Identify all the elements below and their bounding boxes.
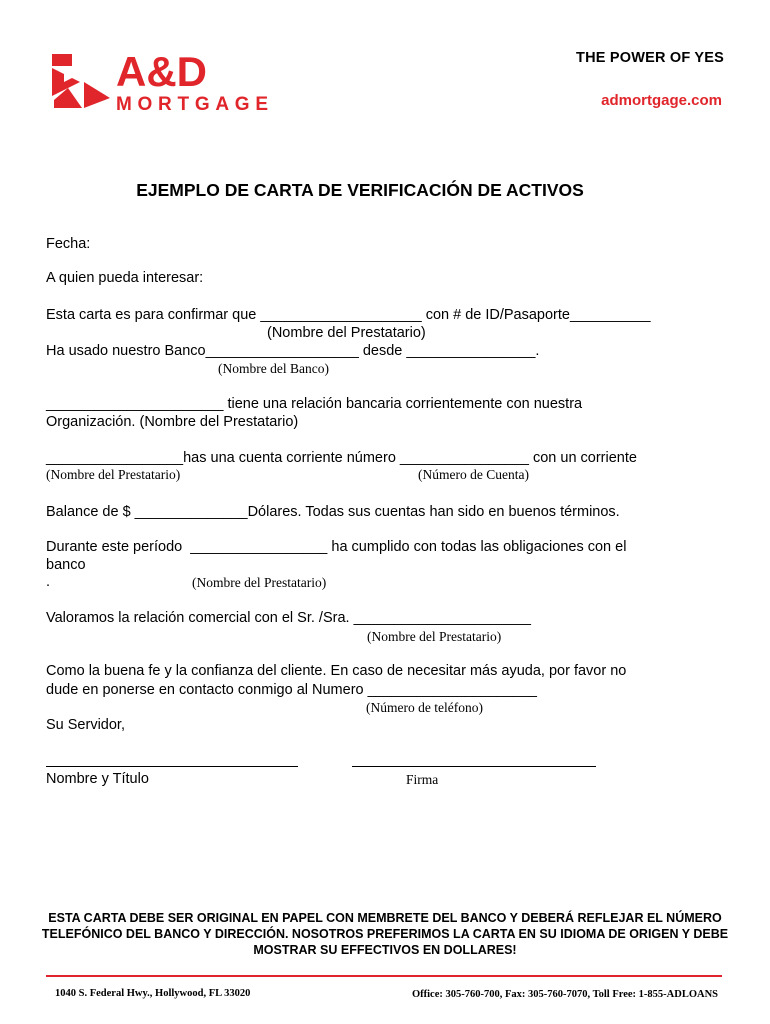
- hint-borrower-name-4: (Nombre del Prestatario): [367, 629, 502, 644]
- hint-borrower-name: (Nombre del Prestatario): [267, 325, 426, 341]
- paragraph-account-line: _________________has una cuenta corriente número ________________ con un corriente: [46, 450, 637, 466]
- signature-line: [352, 766, 596, 767]
- paragraph-relationship-line2: Organización. (Nombre del Prestatario): [46, 414, 299, 430]
- hint-phone-number: (Número de teléfono): [366, 700, 483, 715]
- footer-contact: Office: 305-760-700, Fax: 305-760-7070, Toll Free: 1-855-ADLOANS: [411, 989, 718, 1000]
- paragraph-balance-line: Balance de $ ______________Dólares. Todas sus cuentas han sido en buenos términos.: [46, 504, 620, 520]
- paragraph-contact-line2: dude en ponerse en contacto conmigo al Numero _____________________: [46, 682, 537, 698]
- paragraph-relationship-line1: ______________________ tiene una relación bancaria corrientemente con nuestra: [46, 396, 583, 412]
- name-title-signature-line: [46, 766, 298, 767]
- tagline: THE POWER OF YES: [576, 50, 724, 66]
- svg-text:MORTGAGE: MORTGAGE: [116, 94, 268, 114]
- signature-label: Firma: [406, 772, 439, 787]
- paragraph-obligations-line1: Durante este período _________________ ha cumplido con todas las obligaciones con el: [46, 539, 627, 555]
- salutation: A quien pueda interesar:: [46, 270, 204, 286]
- paragraph-obligations-line2: banco: [46, 557, 86, 573]
- date-label: Fecha:: [46, 236, 91, 252]
- paragraph-value-line: Valoramos la relación comercial con el Sr. /Sra. ______________________: [46, 610, 531, 626]
- ad-mortgage-logo-icon: [50, 48, 275, 114]
- paragraph-contact-line1: Como la buena fe y la confianza del cliente. En caso de necesitar más ayuda, por favor no: [46, 663, 627, 679]
- hint-borrower-name-2: (Nombre del Prestatario): [46, 467, 181, 482]
- company-logo: [50, 48, 275, 119]
- website-link[interactable]: admortgage.com: [601, 92, 722, 109]
- name-title-label: Nombre y Título: [46, 771, 149, 787]
- paragraph-confirm-line: Esta carta es para confirmar que ____________________ con # de ID/Pasaporte__________: [46, 307, 651, 323]
- closing: Su Servidor,: [46, 717, 125, 733]
- hint-bank-name: (Nombre del Banco): [218, 361, 329, 376]
- requirements-notice: ESTA CARTA DEBE SER ORIGINAL EN PAPEL CON MEMBRETE DEL BANCO Y DEBERÁ REFLEJAR EL NÚMERO TELEFÓNICO DEL BANCO Y DIRECCIÓN. NOSOTROS PREFERIMOS LA CARTA EN SU IDIOMA DE ORIGEN Y DEBE MOSTRAR SU EFFECTIVOS EN DOLLARES!: [41, 911, 729, 957]
- paragraph-bank-line: Ha usado nuestro Banco___________________ desde ________________.: [46, 343, 540, 359]
- document-title: EJEMPLO DE CARTA DE VERIFICACIÓN DE ACTIVOS: [136, 180, 584, 200]
- footer-address: 1040 S. Federal Hwy., Hollywood, FL 33020: [55, 988, 251, 999]
- paragraph-obligations-dot: .: [46, 574, 51, 590]
- svg-text:A&D: A&D: [116, 48, 207, 95]
- footer-divider: [46, 975, 722, 977]
- hint-account-number: (Número de Cuenta): [418, 467, 529, 482]
- hint-borrower-name-3: (Nombre del Prestatario): [192, 575, 327, 590]
